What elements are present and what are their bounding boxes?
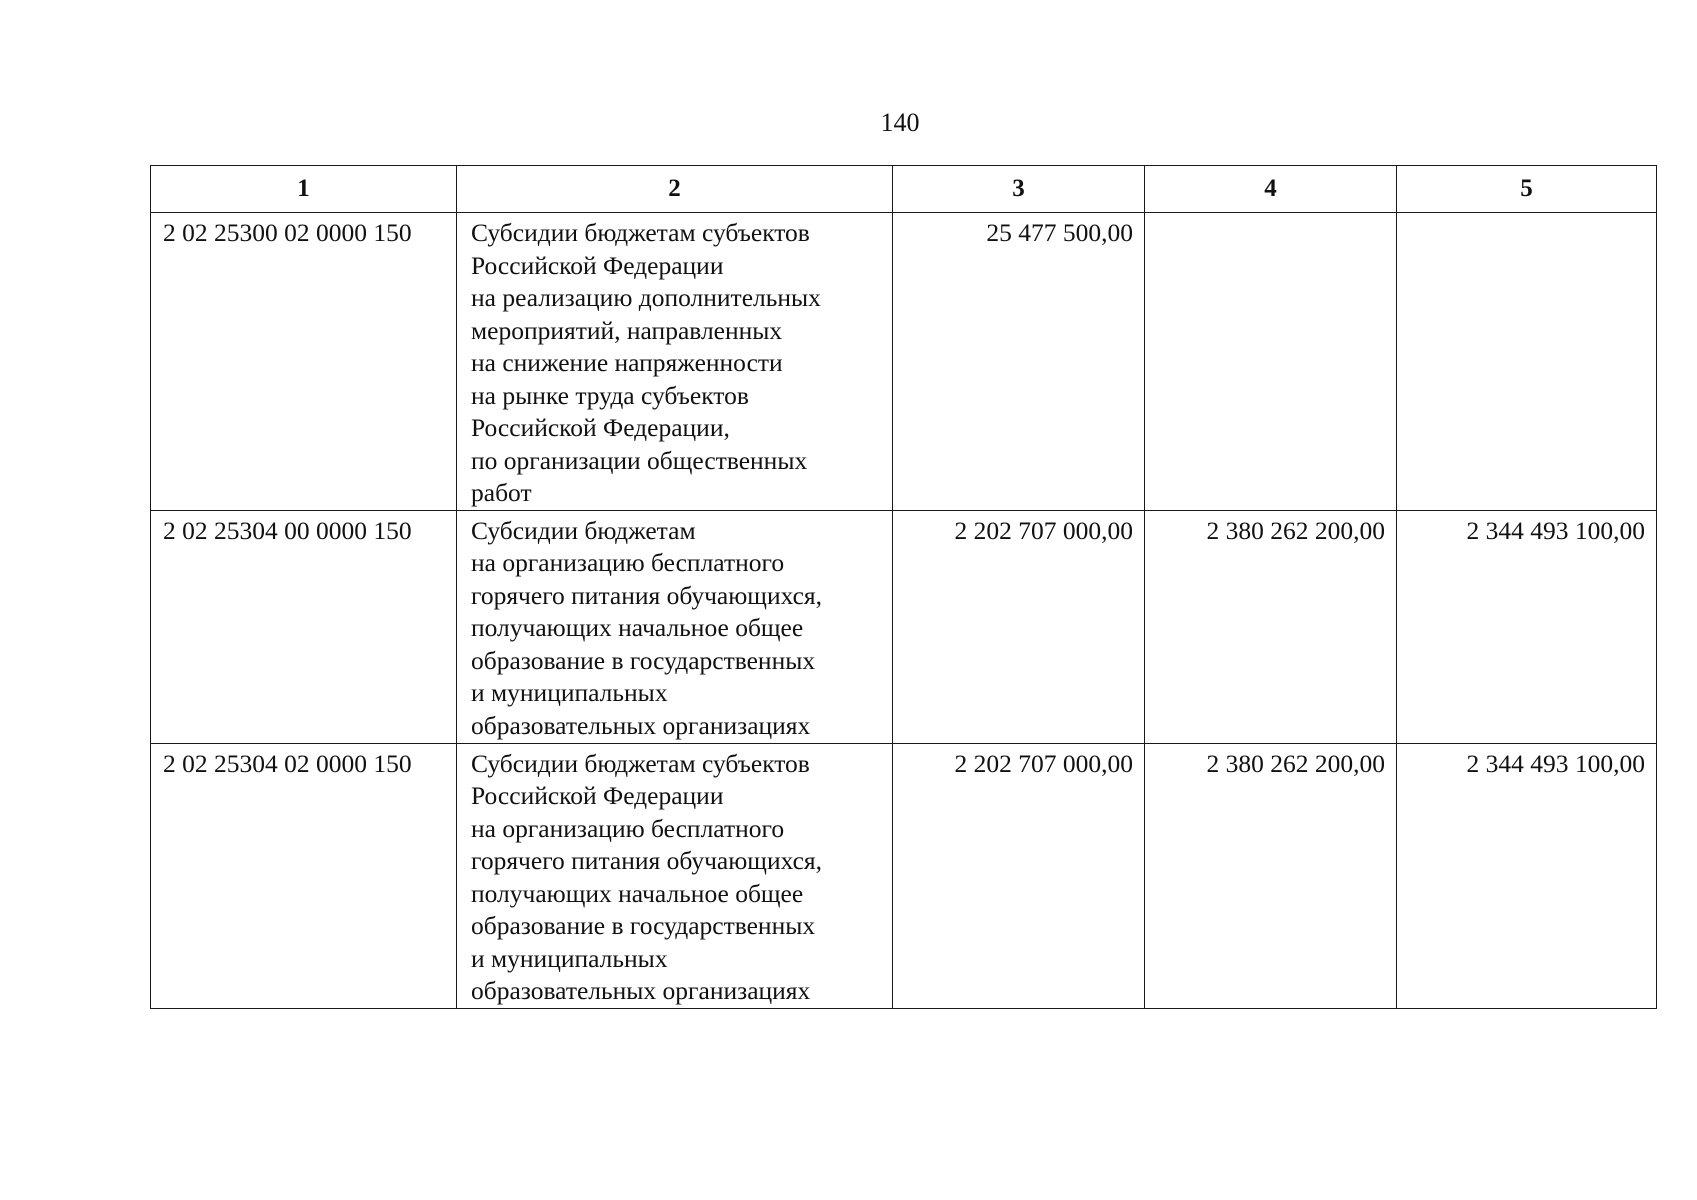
income-name-line: на снижение напряженности [471,348,783,377]
income-name-line: горячего питания обучающихся, [471,580,823,610]
income-name-cell [457,213,893,511]
income-name-line: получающих начальное общее [471,613,804,642]
column-header-5: 5 [1397,166,1657,213]
column-header-1: 1 [151,166,457,213]
column-header-4: 4 [1145,166,1397,213]
amount-col3-cell: 2 202 707 000,00 [893,510,1145,743]
income-name-line: на реализацию дополнительных [471,283,821,312]
income-name-line: на организацию бесплатного [471,548,785,577]
income-name-line: мероприятий, направленных [471,315,783,345]
budget-table [150,165,1657,1009]
table-header-row [151,166,1657,213]
amount-col5-cell: 2 344 493 100,00 [1397,510,1657,743]
income-name-line: работ [471,478,532,507]
table-row [151,743,1657,1008]
table-row [151,213,1657,511]
budget-code-cell: 2 02 25304 00 0000 150 [151,510,457,743]
income-name-line: Российской Федерации [471,781,724,810]
amount-col5-cell [1397,213,1657,511]
income-name-line: образовательных организациях [471,976,811,1005]
income-name-line: образование в государственных [471,645,816,675]
income-name-line: образование в государственных [471,911,816,940]
budget-code-cell: 2 02 25300 02 0000 150 [151,213,457,511]
income-name-line: образовательных организациях [471,710,811,740]
page-number: 140 [880,108,920,137]
amount-col4-cell [1145,213,1397,511]
income-name-cell [457,743,893,1008]
income-name-line: Российской Федерации, [471,413,730,442]
income-name-line: Российской Федерации [471,250,724,280]
amount-col3-cell: 2 202 707 000,00 [893,743,1145,1008]
amount-col4-cell: 2 380 262 200,00 [1145,743,1397,1008]
income-name-line: на организацию бесплатного [471,813,785,843]
column-header-2: 2 [457,166,893,213]
column-header-3: 3 [893,166,1145,213]
income-name-cell [457,510,893,743]
income-name-line: и муниципальных [471,943,668,973]
budget-code-cell: 2 02 25304 02 0000 150 [151,743,457,1008]
income-name-line: Субсидии бюджетам [471,515,696,545]
income-name-line: Субсидии бюджетам субъектов [471,218,810,247]
income-name-line: Субсидии бюджетам субъектов [471,748,810,778]
income-name-line: горячего питания обучающихся, [471,846,823,875]
income-name-line: получающих начальное общее [471,878,804,908]
amount-col3-cell: 25 477 500,00 [893,213,1145,511]
table-row [151,510,1657,743]
amount-col5-cell: 2 344 493 100,00 [1397,743,1657,1008]
income-name-line: и муниципальных [471,678,668,707]
income-name-line: по организации общественных [471,445,808,475]
amount-col4-cell: 2 380 262 200,00 [1145,510,1397,743]
income-name-line: на рынке труда субъектов [471,380,749,410]
